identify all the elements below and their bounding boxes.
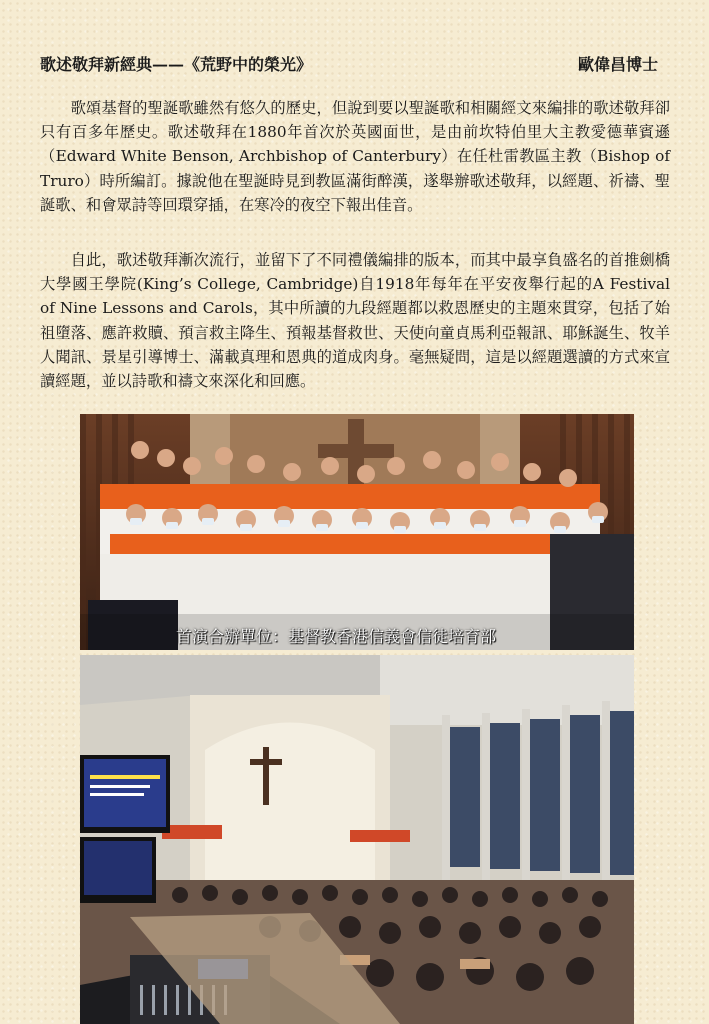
church-interior-photo	[80, 655, 634, 1024]
paragraph-1: 歌頌基督的聖誕歌雖然有悠久的歷史，但說到要以聖誕歌和相關經文來編排的歌述敬拜卻只有百多年歷史。歌述敬拜在1880年首次於英國面世，是由前坎特伯里大主教愛德華賓遜（Edward White Benson, Archbishop of Canterbury）在任杜雷教區主教（Bishop of Truro）時所編訂。據說他在聖誕時見到教區滿街醉漢，遂舉辦歌述敬拜，以經題、祈禱、聖誕歌、和會眾詩等回環穿插，在寒冷的夜空下報出佳音。	[40, 99, 670, 214]
photo-caption: 首演合辦單位：基督教香港信義會信徒培育部	[176, 627, 497, 646]
choir-photo	[80, 414, 634, 650]
article-title: 歌述敬拜新經典——《荒野中的榮光》	[40, 55, 313, 74]
paragraph-2: 自此，歌述敬拜漸次流行，並留下了不同禮儀編排的版本，而其中最享負盛名的首推劍橋大學國王學院(King’s College, Cambridge)自1918年每年在平安夜舉行起的A Festival of Nine Lessons and Carols，其中所讀的九段經題都以救恩歷史的主題來貫穿，包括了始祖墮落、應許救贖、預言救主降生、預報基督救世、天使向童貞馬利亞報訊、耶穌誕生、牧羊人聞訊、景星引導博士、滿載真理和恩典的道成肉身。毫無疑問，這是以經題選讀的方式來宣讀經題，並以詩歌和禱文來深化和回應。	[40, 251, 670, 391]
page-header	[40, 52, 660, 74]
choir-photo-illustration	[80, 414, 634, 650]
author-name: 歐偉昌博士	[577, 55, 658, 74]
church-interior-illustration	[80, 655, 634, 1024]
